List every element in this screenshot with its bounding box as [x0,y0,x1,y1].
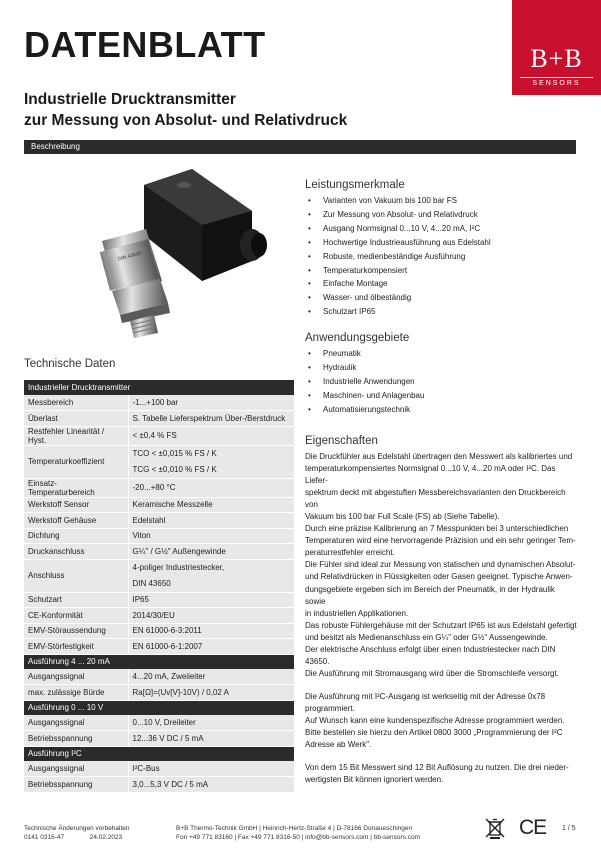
logo-mark: B+B [530,44,583,73]
footer-contact: Fon +49 771 83160 | Fax +49 771 8316-50 | info@bb-sensors.com | bb-sensors.com [176,834,421,841]
logo-sub: SENSORS [532,80,581,87]
section-title: Industrieller Drucktransmitter [24,380,294,395]
list-item: • Ausgang Normsignal 0...10 V, 4...20 mA, I²C [323,222,491,236]
row-value [128,559,294,592]
row-value: Viton [128,528,294,544]
text-line: Adresse ab Werk". [305,740,372,750]
row-label: EMV-Störfestigkeit [24,639,128,655]
text-line: Durch eine präzise Kalibrierung an 7 Messpunkten bei 3 unterschiedlichen [305,524,569,534]
text-line: Vakuum bis 100 bar Full Scale (FS) ab (Siehe Tabelle). [305,512,500,522]
table-row [24,559,294,592]
row-label: Anschluss [24,559,128,592]
paragraph-gap [305,680,577,691]
table-row [24,592,294,608]
document-title: DATENBLATT [24,24,266,65]
table-row [24,731,294,747]
list-item: • Maschinen- und Anlagenbau [323,389,424,403]
row-value: EN 61000-6-1:2007 [128,639,294,655]
row-label: max. zulässige Bürde [24,685,128,701]
table-section-header [24,380,294,395]
row-label: Restfehler Linearität / Hyst. [24,426,128,445]
row-value: < ±0,4 % FS [128,426,294,445]
row-label: Temperaturkoeffizient [24,445,128,478]
text-line: dungsgebiete ergeben sich im Bereich der Pneumatik, in der Hydraulik sowie [305,584,555,606]
section-title: Ausführung 4 ... 20 mA [24,654,294,669]
text-line: Die Ausführung mit Stromausgang wird über die Stromschleife versorgt. [305,668,559,678]
document-subtitle [24,89,347,131]
text-line: temperaturkompensiertes Normsignal 0...10 V, 4...20 mA oder I²C. Das Liefer- [305,464,556,486]
row-label: Ausgangssignal [24,669,128,685]
footer-left [24,824,130,842]
text-line: Die Druckfühler aus Edelstahl übertragen den Messwert als kalibriertes und [305,452,573,461]
bb-sensors-logo [512,0,601,95]
row-label: Druckanschluss [24,544,128,560]
features-heading: Leistungsmerkmale [305,179,405,191]
list-item: • Temperaturkompensiert [323,264,491,278]
row-label: Betriebsspannung [24,777,128,793]
table-row [24,639,294,655]
row-value: 12...36 V DC / 5 mA [128,731,294,747]
applications-heading: Anwendungsgebiete [305,332,410,344]
list-item: • Varianten von Vakuum bis 100 bar FS [323,194,491,208]
list-item: • Wasser- und ölbeständig [323,291,491,305]
table-row [24,685,294,701]
table-row [24,608,294,624]
row-label: Überlast [24,411,128,427]
row-value-line: 4-poliger Industriestecker, [132,562,225,572]
row-value: Edelstahl [128,513,294,529]
row-label: Betriebsspannung [24,731,128,747]
text-line: und besitzt als Medienanschluss ein G¼" oder G½" Aussengewinde. [305,632,548,642]
row-label: Dichtung [24,528,128,544]
row-value: G¼" / G½" Außengewinde [128,544,294,560]
text-line: in industriellen Applikationen. [305,608,409,618]
text-line: Temperaturen wird eine hervorragende Präzision und ein sehr geringer Tem- [305,536,576,546]
row-label: Werkstoff Sensor [24,497,128,513]
row-label: Werkstoff Gehäuse [24,513,128,529]
row-value: 2014/30/EU [128,608,294,624]
table-row [24,669,294,685]
tech-data-table [24,380,294,793]
list-item: • Einfache Montage [323,277,491,291]
table-row [24,715,294,731]
row-label: Messbereich [24,395,128,411]
footer-icons [483,816,553,840]
table-row [24,544,294,560]
row-label: Schutzart [24,592,128,608]
table-row [24,478,294,497]
text-line: Bitte bestellen sie hierzu den Artikel 0800 3000 „Programmierung der I²C [305,728,563,738]
row-value: Keramische Messzelle [128,497,294,513]
row-label: EMV-Störaussendung [24,623,128,639]
tech-data-heading: Technische Daten [24,358,116,370]
text-line: Auf Wunsch kann eine kundenspezifische Adresse programmiert werden. [305,715,565,725]
list-item: • Zur Messung von Absolut- und Relativdruck [323,208,491,222]
text-line: wertigsten Bit können ignoriert werden. [305,775,444,785]
row-value: 4...20 mA, Zweileiter [128,669,294,685]
list-item: • Hochwertige Industrieausführung aus Edelstahl [323,236,491,250]
list-item: • Hydraulik [323,361,424,375]
list-item: • Pneumatik [323,347,424,361]
list-item: • Industrielle Anwendungen [323,375,424,389]
footer-date: 24.02.2023 [89,834,123,841]
subtitle-line-1: Industrielle Drucktransmitter [24,91,236,108]
row-label: Ausgangssignal [24,761,128,777]
section-title: Ausführung 0 ... 10 V [24,700,294,715]
weee-crossed-bin-icon [483,816,507,840]
section-bar-description: Beschreibung [24,140,576,154]
list-item: • Schutzart IP65 [323,305,491,319]
ce-mark-icon: CE [519,816,547,839]
logo-divider [520,77,593,78]
row-value: Ra[Ω]=(Uv[V]-10V) / 0,02 A [128,685,294,701]
page-number: 1 / 5 [562,825,576,832]
footer-address: B+B Thermo-Technik GmbH | Heinrich-Hertz-Straße 4 | D-78166 Donaueschingen [176,825,413,832]
product-image [74,163,274,338]
table-section-header [24,746,294,761]
table-row [24,445,294,478]
footer-notice: Technische Änderungen vorbehalten [24,825,130,832]
row-value: 0...10 V, Dreileiter [128,715,294,731]
properties-heading: Eigenschaften [305,435,378,447]
footer-doc-number: 0141 0316-47 [24,834,65,841]
applications-list [323,347,424,417]
row-value-line: TCO < ±0,015 % FS / K [132,448,217,458]
table-row [24,395,294,411]
footer-doc-info [24,833,130,842]
text-line: Das robuste Fühlergehäuse mit der Schutzart IP65 ist aus Edelstahl gefertigt [305,620,577,630]
text-line: Von dem 15 Bit Messwert sind 12 Bit Auflösung zu nutzen. Die drei nieder- [305,763,569,773]
text-line: Die Ausführung mit I²C-Ausgang ist werkseitig mit der Adresse 0x78 programmiert. [305,691,546,713]
text-line: Die Fühler sind ideal zur Messung von statischen und dynamischen Absolut- [305,560,576,570]
row-value: I²C-Bus [128,761,294,777]
section-title: Ausführung I²C [24,746,294,761]
properties-text [305,451,577,786]
text-line: peraturrestfehler erreicht. [305,548,395,558]
row-value-line: DIN 43650 [132,578,171,588]
row-value: -20...+80 °C [128,478,294,497]
table-row [24,411,294,427]
svg-text:DIN 43650: DIN 43650 [117,250,143,263]
row-label: CE-Konformität [24,608,128,624]
row-label: Ausgangssignal [24,715,128,731]
row-label: Einsatz-Temperaturbereich [24,478,128,497]
table-row [24,426,294,445]
row-value: 3,0...5,3 V DC / 5 mA [128,777,294,793]
text-line: Der elektrische Anschluss erfolgt über einen Industriestecker nach DIN 43650. [305,644,556,666]
table-row [24,513,294,529]
text-line: spektrum deckt mit abgestuften Messbereichsvarianten den Druckbereich von [305,488,566,510]
table-row [24,777,294,793]
text-line: und Relativdrücken in Flüssigkeiten oder Gasen geeignet. Typische Anwen- [305,572,573,582]
table-row [24,497,294,513]
row-value: S. Tabelle Lieferspektrum Über-/Berstdruck [128,411,294,427]
row-value [128,445,294,478]
table-section-header [24,654,294,669]
table-row [24,623,294,639]
list-item: • Automatisierungstechnik [323,403,424,417]
features-list [323,194,491,319]
table-row [24,761,294,777]
table-section-header [24,700,294,715]
footer-center [176,824,420,842]
row-value-line: TCG < ±0,010 % FS / K [132,464,217,474]
row-value: EN 61000-6-3:2011 [128,623,294,639]
list-item: • Robuste, medienbeständige Ausführung [323,250,491,264]
subtitle-line-2: zur Messung von Absolut- und Relativdruck [24,112,348,129]
table-row [24,528,294,544]
row-value: IP65 [128,592,294,608]
paragraph-gap [305,751,577,762]
row-value: -1...+100 bar [128,395,294,411]
